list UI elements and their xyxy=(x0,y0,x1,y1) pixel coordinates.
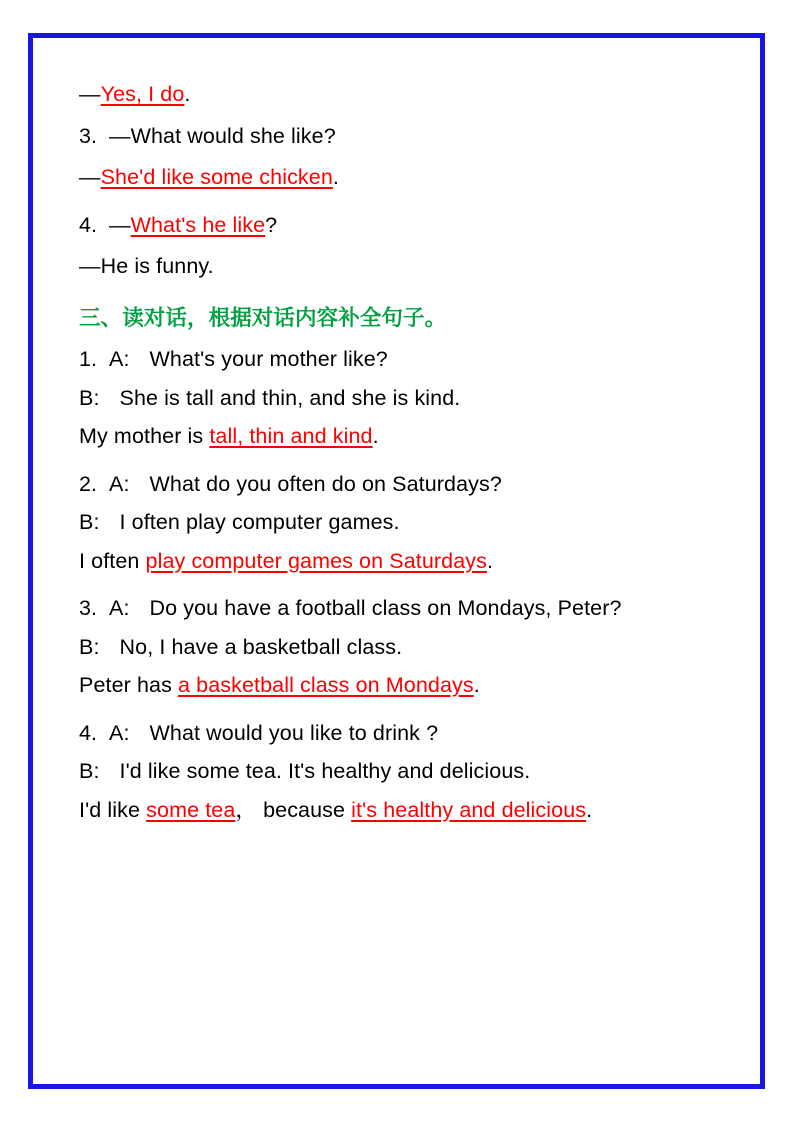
exercise-3-answer xyxy=(79,675,722,697)
item-number: 2. xyxy=(79,471,98,496)
speaker-b-text: She is tall and thin, and she is kind. xyxy=(119,385,461,410)
answer-text: Yes, I do xyxy=(100,82,185,106)
answer-blank: play computer games on Saturdays xyxy=(145,548,487,573)
exercise-1-question xyxy=(79,349,722,371)
question-line-q4 xyxy=(79,212,722,237)
answer-line-q4 xyxy=(79,256,722,278)
answer-line-q3 xyxy=(79,167,722,189)
statement-text: —He is funny. xyxy=(79,254,214,278)
speaker-a-label: A: xyxy=(109,471,130,496)
answer-prefix: Peter has xyxy=(79,673,178,697)
item-number: 3. xyxy=(79,596,98,620)
speaker-b-text: I'd like some tea. It's healthy and delicious. xyxy=(119,759,531,783)
period: . xyxy=(332,165,339,189)
period: . xyxy=(184,82,191,106)
question-line-q3 xyxy=(79,123,722,148)
worksheet-content xyxy=(79,84,722,821)
exercise-2-reply xyxy=(79,512,722,534)
page-border-frame xyxy=(28,33,765,1089)
exercise-2-answer xyxy=(79,548,722,573)
exercise-4-answer xyxy=(79,797,722,822)
question-mark: ? xyxy=(265,212,278,237)
answer-text: What's he like xyxy=(130,212,266,237)
answer-text: She'd like some chicken xyxy=(100,165,333,189)
dash-marker: — xyxy=(109,212,131,237)
speaker-b-text: No, I have a basketball class. xyxy=(119,634,403,659)
speaker-a-text: Do you have a football class on Mondays, Peter? xyxy=(149,596,622,620)
speaker-b-label: B: xyxy=(79,510,100,534)
answer-suffix: . xyxy=(372,424,379,448)
answer-blank: a basketball class on Mondays xyxy=(178,673,474,697)
speaker-b-label: B: xyxy=(79,385,100,410)
answer-blank: tall, thin and kind xyxy=(209,424,373,448)
exercise-1-reply xyxy=(79,385,722,410)
item-number: 1. xyxy=(79,347,98,371)
answer-line-q2 xyxy=(79,84,722,106)
speaker-a-label: A: xyxy=(109,596,130,620)
speaker-a-label: A: xyxy=(109,347,130,371)
exercise-4-reply xyxy=(79,761,722,783)
speaker-a-text: What do you often do on Saturdays? xyxy=(149,471,502,496)
exercise-4-question xyxy=(79,720,722,745)
exercise-1-answer xyxy=(79,426,722,448)
item-number: 4. xyxy=(79,212,98,237)
answer-suffix: . xyxy=(473,673,480,697)
answer-prefix: I often xyxy=(79,548,146,573)
item-number: 4. xyxy=(79,720,98,745)
section-heading: 三、读对话，根据对话内容补全句子。 xyxy=(79,305,447,330)
dash-marker: — xyxy=(79,82,101,106)
exercise-3-reply xyxy=(79,634,722,659)
speaker-a-text: What's your mother like? xyxy=(149,347,388,371)
item-number: 3. xyxy=(79,123,98,148)
speaker-a-label: A: xyxy=(109,720,130,745)
speaker-a-text: What would you like to drink ? xyxy=(149,720,439,745)
answer-blank-2: it's healthy and delicious xyxy=(351,797,587,822)
answer-mid: ， because xyxy=(235,797,352,822)
answer-prefix: My mother is xyxy=(79,424,210,448)
answer-prefix: I'd like xyxy=(79,797,147,822)
speaker-b-label: B: xyxy=(79,634,100,659)
exercise-3-question xyxy=(79,598,722,620)
question-text: —What would she like? xyxy=(109,123,336,148)
speaker-b-label: B: xyxy=(79,759,100,783)
exercise-2-question xyxy=(79,471,722,496)
answer-blank: some tea xyxy=(146,797,236,822)
answer-suffix: . xyxy=(486,548,494,573)
answer-suffix: . xyxy=(586,797,593,822)
dash-marker: — xyxy=(79,165,101,189)
speaker-b-text: I often play computer games. xyxy=(119,510,400,534)
